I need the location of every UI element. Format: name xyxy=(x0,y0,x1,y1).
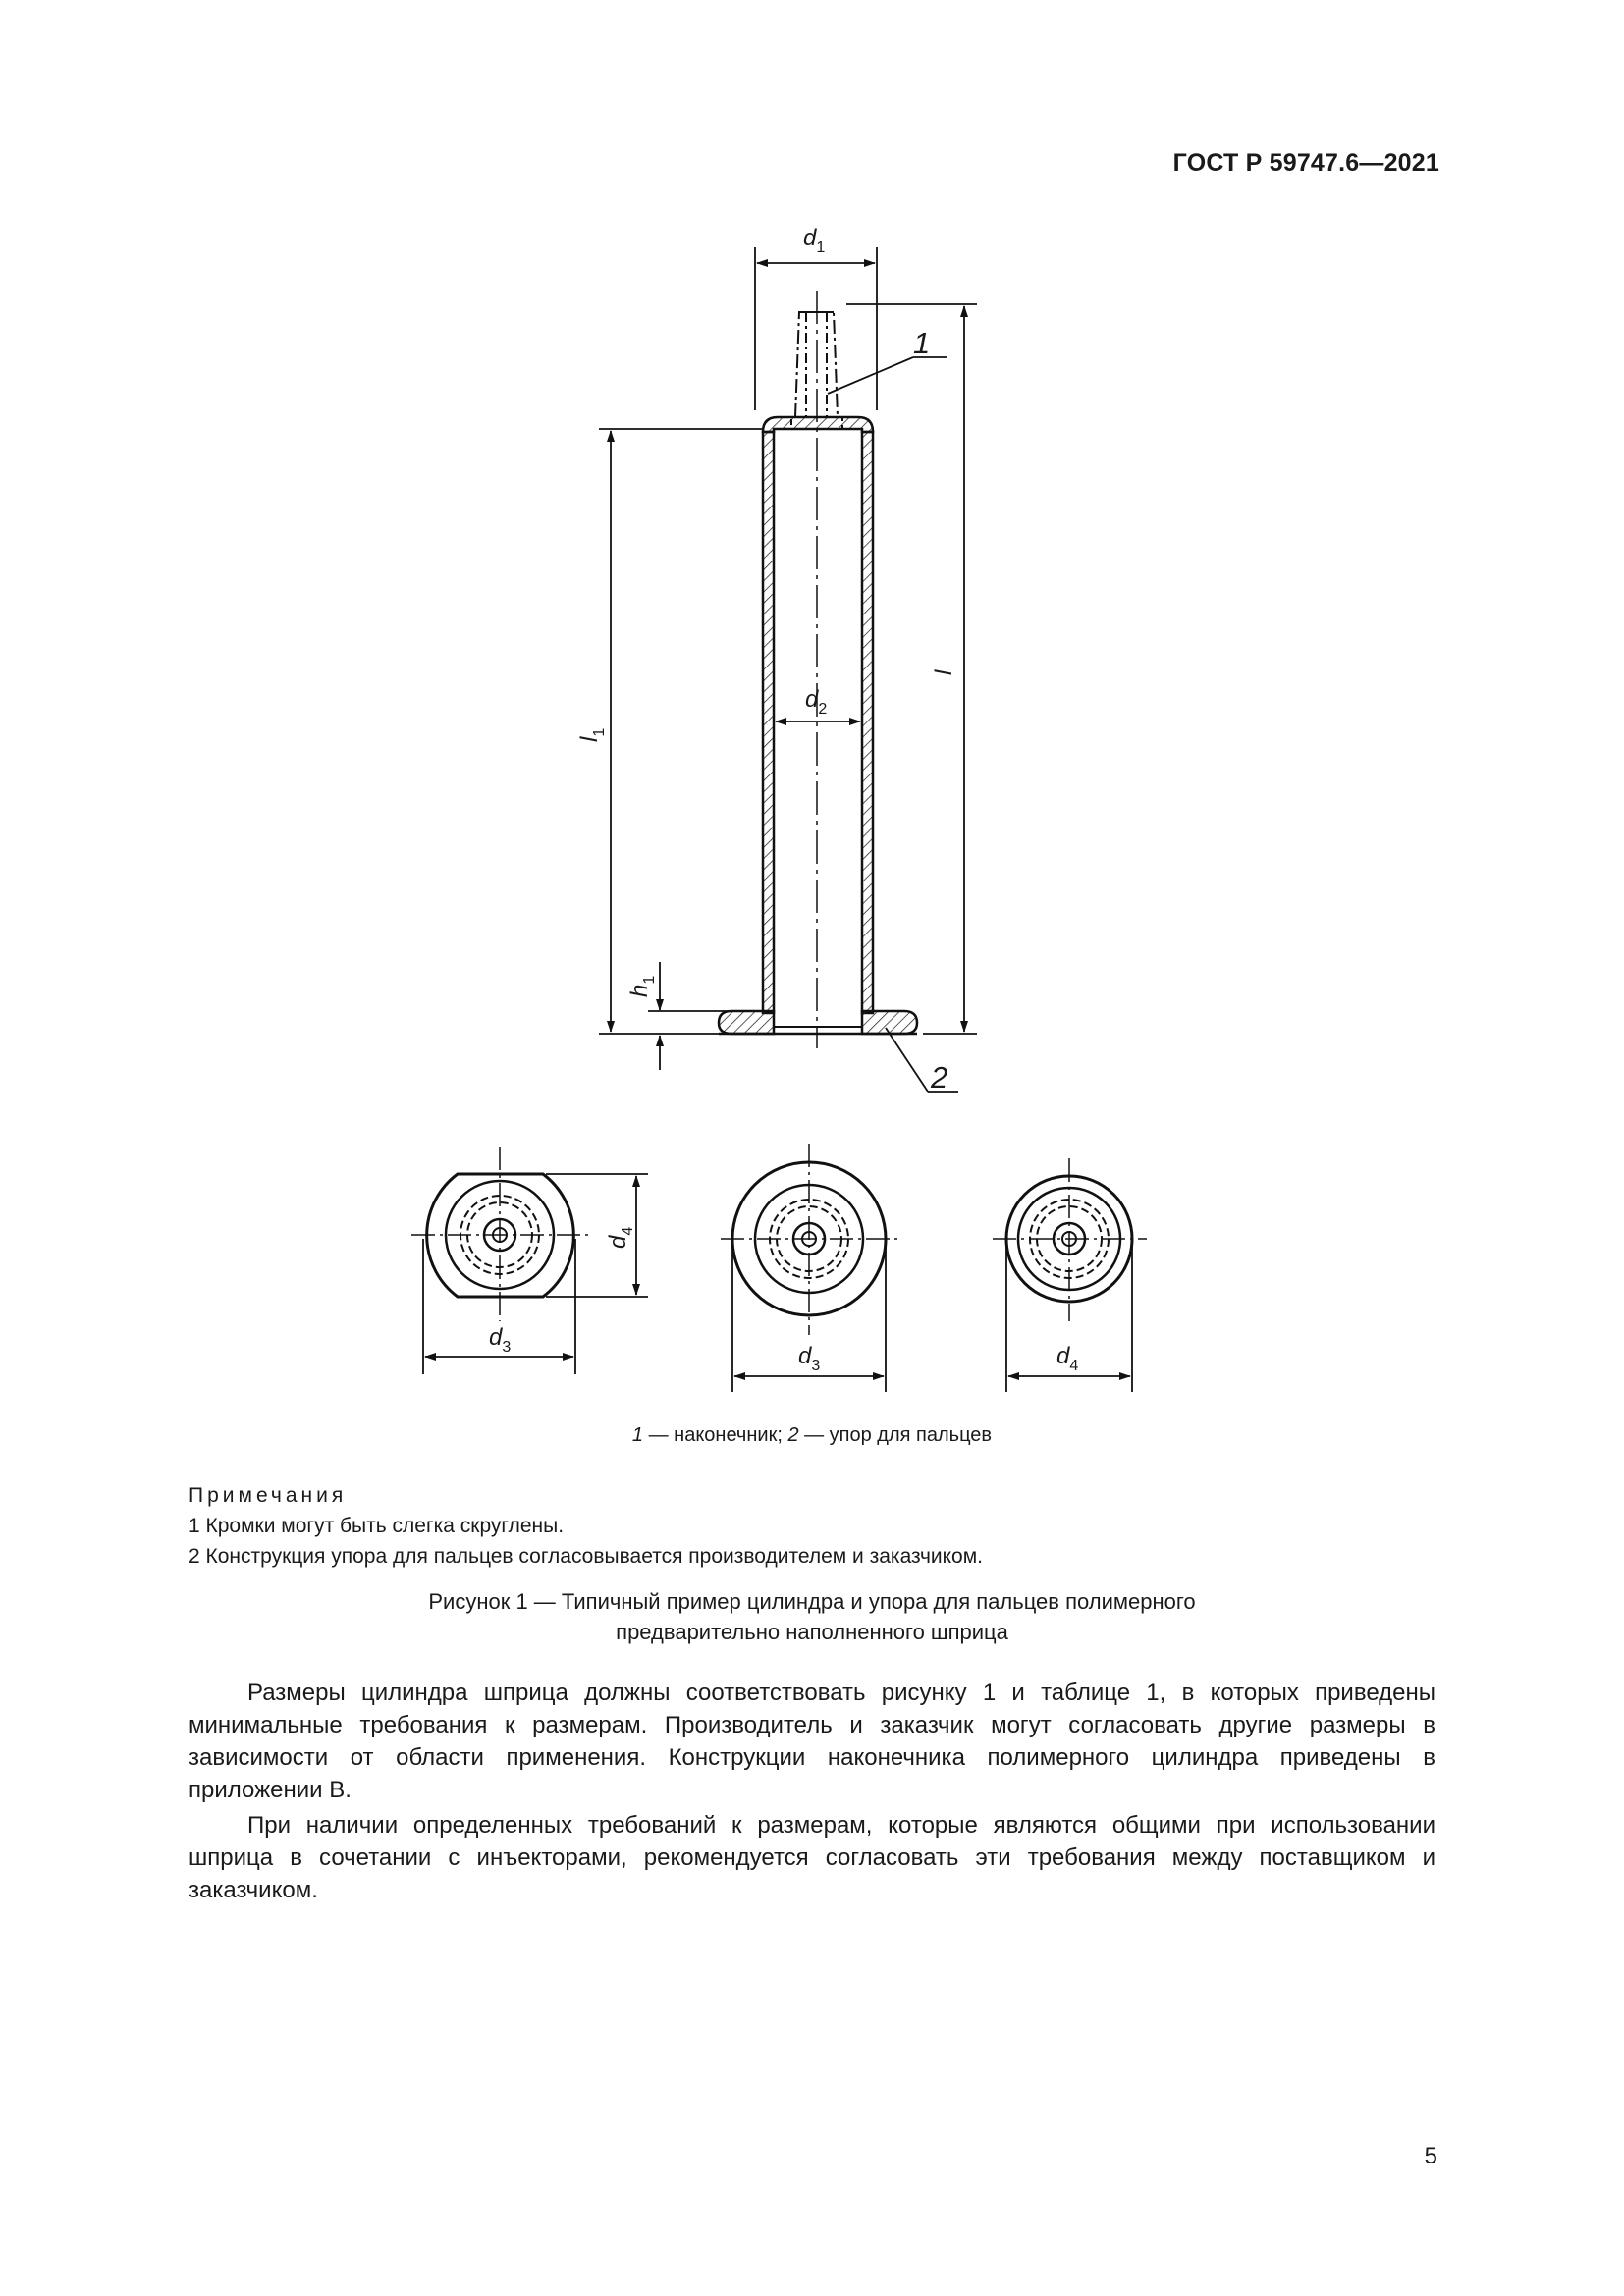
figure-caption: Рисунок 1 — Типичный пример цилиндра и упора для пальцев полимерного предварительно наполненного шприца xyxy=(428,1589,1196,1644)
callout-leaders xyxy=(828,357,958,1092)
callout-2: 2 xyxy=(931,1060,948,1095)
callout-1: 1 xyxy=(913,326,931,360)
notes-block xyxy=(189,1480,983,1572)
l-label: l xyxy=(931,669,957,675)
syringe-cylinder-section xyxy=(719,417,917,1034)
body-paragraph: При наличии определенных требований к размерам, которые являются общими при использовании шприца в сочетании с инъекторами, рекомендуется согласовать эти требования между поставщиком и заказчиком. xyxy=(189,1812,1435,1903)
d2-label: $d_2$ xyxy=(805,686,828,718)
figure-legend: 1 — наконечник; 2 — упор для пальцев xyxy=(631,1424,993,1446)
view2-d3-label: $d_3$ xyxy=(798,1343,821,1374)
body-paragraph: Размеры цилиндра шприца должны соответствовать рисунку 1 и таблице 1, в которых приведены минимальные требования к размерам. Производитель и заказчик могут согласовать другие размеры в зависимости от области применения. Конструкции наконечника полимерного цилиндра приведены в приложении В. xyxy=(189,1680,1435,1803)
h1-label: $h_1$ xyxy=(626,975,658,997)
notes-title: Примечания xyxy=(189,1484,348,1507)
l1-label: $l_1$ xyxy=(576,727,608,742)
note-item: 2 Конструкция упора для пальцев согласовывается производителем и заказчиком. xyxy=(189,1545,984,1568)
dimension-lines xyxy=(599,247,977,1070)
note-item: 1 Кромки могут быть слегка скруглены. xyxy=(189,1515,565,1537)
document-standard-header: ГОСТ Р 59747.6—2021 xyxy=(1172,149,1439,177)
view1-d3-label: $d_3$ xyxy=(489,1324,512,1356)
page-number: 5 xyxy=(1424,2143,1437,2169)
bottom-view-flattened xyxy=(411,1147,648,1374)
view1-d4-label: $d_4$ xyxy=(605,1226,636,1249)
view3-d4-label: $d_4$ xyxy=(1056,1343,1079,1374)
d1-label: $d_1$ xyxy=(803,225,826,256)
